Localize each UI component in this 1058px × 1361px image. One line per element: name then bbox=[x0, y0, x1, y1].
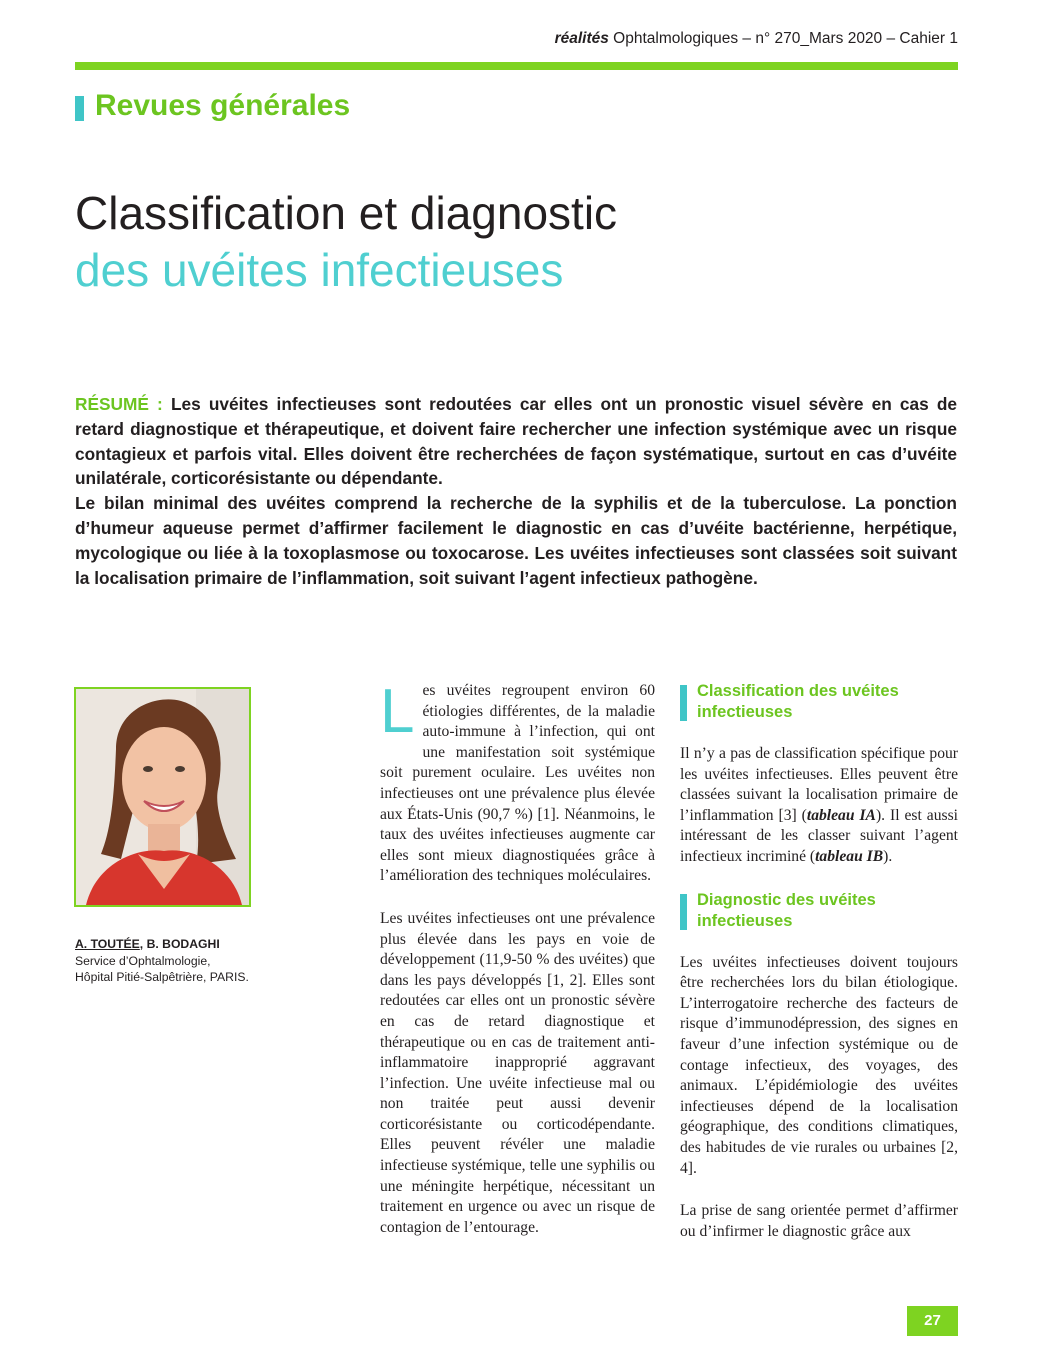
journal-header bbox=[500, 30, 958, 48]
intro-text: es uvéites regroupent environ 60 étiologies différentes, de la maladie auto-immune à l’infection, qui ont une manifestation soit systémique soit purement oculaire. Les uvéites non infectieuses ont une prévalence plus élevée aux États-Unis (90,7 %) [1]. Néanmoins, le taux des uvéites infectieuses augmente car elles sont mieux diagnostiquées grâce à l’amélioration des techniques moléculaires. bbox=[380, 682, 655, 885]
section-marker bbox=[75, 96, 84, 121]
page-number: 27 bbox=[907, 1306, 958, 1336]
author-block bbox=[75, 936, 275, 986]
subheading-diagnostic bbox=[680, 890, 958, 932]
abstract-paragraph-1 bbox=[75, 392, 957, 491]
diagnostic-paragraph-1: Les uvéites infectieuses doivent toujours être recherchées lors du bilan étiologique. L’interrogatoire recherche des facteurs de risque d’immunodépression, des signes en faveur d’une infection systémique ou de contage infectieux, des voyages, des animaux. L’épidémiologie des uvéites infectieuses dépend de la localisation géographique, des conditions climatiques, des habitudes de vie rurales ou urbaines [2, 4]. bbox=[680, 953, 958, 1177]
author-name-2: B. BODAGHI bbox=[146, 937, 220, 951]
diagnostic-paragraph-2: La prise de sang orientée permet d’affirmer ou d’infirmer le diagnostic grâce aux bbox=[680, 1202, 958, 1240]
article-title-line2: des uvéites infectieuses bbox=[75, 244, 564, 296]
classification-paragraph: Il n’y a pas de classification spécifique pour les uvéites infectieuses. Elles peuvent être classées suivant la localisation primaire de l’inflammation [3] (tableau IA). Il est aussi intéressant de les classer suivant l’agent infectieux incriminé (tableau IB). bbox=[680, 745, 958, 865]
author-names: A. TOUTÉE, B. BODAGHI bbox=[75, 937, 220, 951]
affiliation-department: Service d’Ophtalmologie, bbox=[75, 953, 211, 968]
subheading-text: Classification des uvéites infectieuses bbox=[697, 682, 899, 721]
journal-brand: réalités bbox=[554, 30, 609, 47]
table-reference-ib: tableau IB bbox=[815, 847, 884, 865]
abstract-paragraph-2: Le bilan minimal des uvéites comprend la recherche de la syphilis et de la tuberculose. La ponction d’humeur aqueuse permet d’affirmer facilement le diagnostic en cas d’uvéite bactérienne, herpétique, mycologique ou liée à la toxoplasmose ou toxocarose. Les uvéites infectieuses sont classées soit suivant la localisation primaire de l’inflammation, soit suivant l’agent infectieux pathogène. bbox=[75, 493, 957, 588]
author-name-1: A. TOUTÉE bbox=[75, 937, 140, 951]
abstract bbox=[75, 392, 957, 590]
subheading-marker bbox=[680, 685, 687, 721]
subheading-text: Diagnostic des uvéites infectieuses bbox=[697, 890, 876, 930]
body-column-middle bbox=[380, 677, 655, 1260]
subheading-marker bbox=[680, 894, 687, 930]
abstract-text-1: Les uvéites infectieuses sont redoutées car elles ont un pronostic visuel sévère en cas de retard diagnostique et thérapeutique, et doivent faire rechercher une infection systémique avec un risque contagieux et parfois vital. Elles doivent être recherchées de façon systématique, surtout en cas d’uvéite unilatérale, corticorésistante ou dépendante. bbox=[75, 394, 958, 489]
intro-paragraph bbox=[380, 677, 655, 887]
affiliation-hospital: Hôpital Pitié-Salpêtrière, PARIS. bbox=[75, 970, 249, 984]
subheading-classification bbox=[680, 681, 958, 723]
author-photo bbox=[74, 687, 251, 907]
section-label: Revues générales bbox=[95, 89, 351, 122]
body-paragraph-2: Les uvéites infectieuses ont une prévalence plus élevée dans les pays en voie de développement (11,9-50 % des uvéites) que dans les pays développés [1, 2]. Elles sont redoutées car elles ont un pronostic sévère en cas de retard diagnostique et thérapeutique ou en cas de traitement anti-inflammatoire inapproprié aggravant l’infection. Une uvéite infectieuse mal ou non traitée peut aussi devenir corticorésistante ou corticodépendante. Elles peuvent révéler une maladie infectieuse systémique, telle une syphilis ou une méningite herpétique, nécessitant un traitement en urgence ou avec un risque de contagion de l’entourage. bbox=[380, 909, 655, 1236]
abstract-lead: RÉSUMÉ : bbox=[75, 394, 163, 414]
body-column-right bbox=[680, 681, 958, 1242]
article-title-line1: Classification et diagnostic bbox=[75, 187, 618, 239]
table-reference-ia: tableau IA bbox=[806, 806, 876, 824]
header-rule bbox=[75, 62, 958, 70]
journal-issue: Ophtalmologiques – n° 270_Mars 2020 – Cahier 1 bbox=[608, 30, 958, 47]
drop-cap: L bbox=[380, 677, 415, 746]
